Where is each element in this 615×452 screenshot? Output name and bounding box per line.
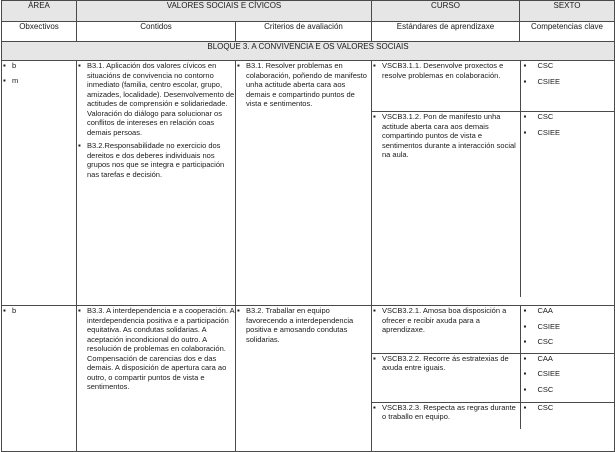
competency-cell: [520, 61, 615, 112]
competency-item: ▪ CSIEE: [521, 322, 615, 332]
competency-item: ▪ CSC: [521, 385, 615, 395]
objective-item: ▪ b: [2, 306, 76, 316]
objectives-cell: [2, 306, 77, 452]
competency-item: ▪ CAA: [521, 354, 615, 364]
standard-item: ▪ VSCB3.2.3. Respecta as regras durante o traballo en equipo.: [372, 403, 520, 422]
column-header-standards: Estándares de aprendizaxe: [372, 22, 520, 42]
standard-item: ▪ VSCB3.2.1. Amosa boa disposición a ofrecer e recibir axuda para a aprendizaxe.: [372, 306, 520, 335]
standard-row: [372, 306, 615, 353]
column-header-objectives: Obxectivos: [2, 22, 77, 42]
standard-item: ▪ VSCB3.1.1. Desenvolve proxectos e resolve problemas en colaboración.: [372, 61, 520, 80]
competency-item: ▪ CAA: [521, 306, 615, 316]
standard-text-cell: [372, 61, 520, 112]
contents-cell: [77, 61, 236, 306]
block-title: BLOQUE 3. A CONVIVENCIA E OS VALORES SOCIAIS: [2, 42, 615, 61]
section-row: [2, 306, 615, 452]
criteria-cell: [236, 61, 372, 306]
header-area: ÁREA: [2, 1, 77, 22]
content-item: ▪ B3.3. A interdependencia e a cooperación. A interdependencia positiva e a participación equitativa. As condutas solidarias. A aceptación incondicional do outro. A resolución de problemas en colaboración. Compensación de carencias dos e das demais. A disposición de apertura cara ao outro, o compartir puntos de vista e sentimentos.: [77, 306, 235, 392]
content-item: ▪ B3.2.Responsabilidade no exercicio dos dereitos e dos deberes individuais nos grupos nos que se integra e participación nas tarefas e decisión.: [77, 141, 235, 179]
content-item: ▪ B3.1. Aplicación dos valores cívicos en situacións de convivencia no contorno inmediato (familia, centro escolar, grupo, amizades, localidade). Desenvolvemento de actitudes de comprensión e solidariedade. Valoración do diálogo para solucionar os conflitos de intereses en relación coas demais persoas.: [77, 61, 235, 137]
standard-row: [372, 353, 615, 402]
standard-item: ▪ VSCB3.2.2. Recorre ás estratexias de axuda entre iguais.: [372, 354, 520, 373]
objectives-cell: [2, 61, 77, 306]
column-header-contents: Contidos: [77, 22, 236, 42]
competency-item: ▪ CSIEE: [521, 77, 615, 87]
competency-cell: [520, 112, 615, 298]
competency-cell: [520, 306, 615, 353]
standard-text-cell: [372, 402, 520, 429]
standard-item: ▪ VSCB3.1.2. Pon de manifesto unha actitude aberta cara aos demais compartindo puntos de vista e sentimentos durante a interacción social na aula.: [372, 112, 520, 160]
standard-text-cell: [372, 306, 520, 353]
header-subject: VALORES SOCIAIS E CÍVICOS: [77, 1, 372, 22]
standards-table: [372, 61, 615, 297]
criterion-item: ▪ B3.2. Traballar en equipo favorecendo a interdependencia positiva e amosando condutas solidarias.: [236, 306, 371, 344]
block-title-row: [2, 42, 615, 61]
header-row: [2, 1, 615, 22]
header-course-label: CURSO: [372, 1, 520, 22]
standard-row: [372, 112, 615, 298]
competency-item: ▪ CSC: [521, 61, 615, 71]
competency-item: ▪ CSIEE: [521, 128, 615, 138]
header-course-value: SEXTO: [520, 1, 615, 22]
curriculum-table: [1, 0, 615, 452]
competency-item: ▪ CSIEE: [521, 369, 615, 379]
standards-cell: [372, 306, 615, 452]
competency-cell: [520, 353, 615, 402]
criterion-item: ▪ B3.1. Resolver problemas en colaboración, poñendo de manifesto unha actitude aberta cara aos demais e compartindo puntos de vista e sentimentos.: [236, 61, 371, 109]
standard-row: [372, 61, 615, 112]
objective-item: ▪ m: [2, 76, 76, 86]
column-header-competencies: Competencias clave: [520, 22, 615, 42]
objective-item: ▪ b: [2, 61, 76, 71]
column-header-row: [2, 22, 615, 42]
standards-cell: [372, 61, 615, 306]
criteria-cell: [236, 306, 372, 452]
standard-text-cell: [372, 112, 520, 298]
standard-row: [372, 402, 615, 429]
competency-item: ▪ CSC: [521, 337, 615, 347]
competency-item: ▪ CSC: [521, 112, 615, 122]
contents-cell: [77, 306, 236, 452]
competency-cell: [520, 402, 615, 429]
column-header-criteria: Criterios de avaliación: [236, 22, 372, 42]
standards-table: [372, 306, 615, 429]
section-row: [2, 61, 615, 306]
standard-text-cell: [372, 353, 520, 402]
competency-item: ▪ CSC: [521, 403, 615, 413]
